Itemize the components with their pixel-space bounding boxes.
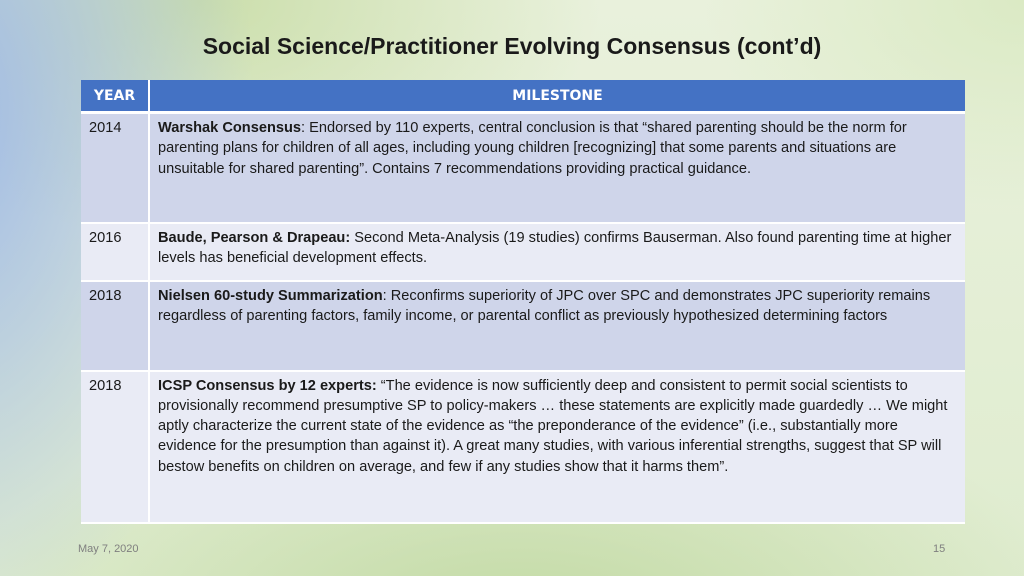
- slide-title: Social Science/Practitioner Evolving Consensus (cont’d): [202, 33, 822, 59]
- milestone-title: Baude, Pearson & Drapeau:: [158, 229, 351, 246]
- table-row: [81, 281, 965, 371]
- year-column-header: YEAR: [81, 80, 149, 113]
- milestone-cell: [149, 281, 965, 371]
- table-row: [81, 371, 965, 523]
- milestone-title: ICSP Consensus by 12 experts:: [158, 377, 377, 394]
- milestone-cell: [149, 113, 965, 223]
- milestone-column-header: MILESTONE: [149, 80, 965, 113]
- milestone-cell: [149, 371, 965, 523]
- year-cell: 2018: [81, 281, 149, 371]
- table-header-row: [81, 80, 965, 113]
- footer-date: May 7, 2020: [78, 543, 139, 555]
- milestone-text: Second Meta-Analysis (19 studies) confirms Bauserman. Also found parenting time at higher levels has beneficial development effects.: [158, 229, 952, 266]
- milestone-text: : Reconfirms superiority of JPC over SPC and demonstrates JPC superiority remains regardless of parenting factors, family income, or parental conflict as previously hypothesized determining factors: [158, 287, 931, 324]
- milestone-cell: [149, 223, 965, 281]
- year-cell: 2014: [81, 113, 149, 223]
- page-number: 15: [933, 543, 946, 555]
- milestone-title: Nielsen 60-study Summarization: [158, 287, 383, 304]
- table-row: [81, 113, 965, 223]
- milestone-title: Warshak Consensus: [158, 120, 302, 136]
- milestone-text: : Endorsed by 110 experts, central conclusion is that “shared parenting should be the norm for parenting plans for children of all ages, including young children [recognizing] that some parents and situations are unsuitable for shared parenting”. Contains 7 recommendations providing practical guidance.: [158, 120, 907, 177]
- year-cell: 2016: [81, 223, 149, 281]
- year-cell: 2018: [81, 371, 149, 523]
- milestone-text: “The evidence is now sufficiently deep and consistent to permit social scientists to provisionally recommend presumptive SP to policy-makers … these statements are explicitly made guardedly … We might aptly characterize the current state of the evidence as “the preponderance of the evidence” (i.e., substantially more evidence for the presumption than against it). A great many studies, with various inferential strengths, suggest that SP will bestow benefits on children on average, and few if any studies show that it harms them”.: [158, 377, 948, 475]
- milestone-table: [81, 80, 965, 524]
- table-row: [81, 223, 965, 281]
